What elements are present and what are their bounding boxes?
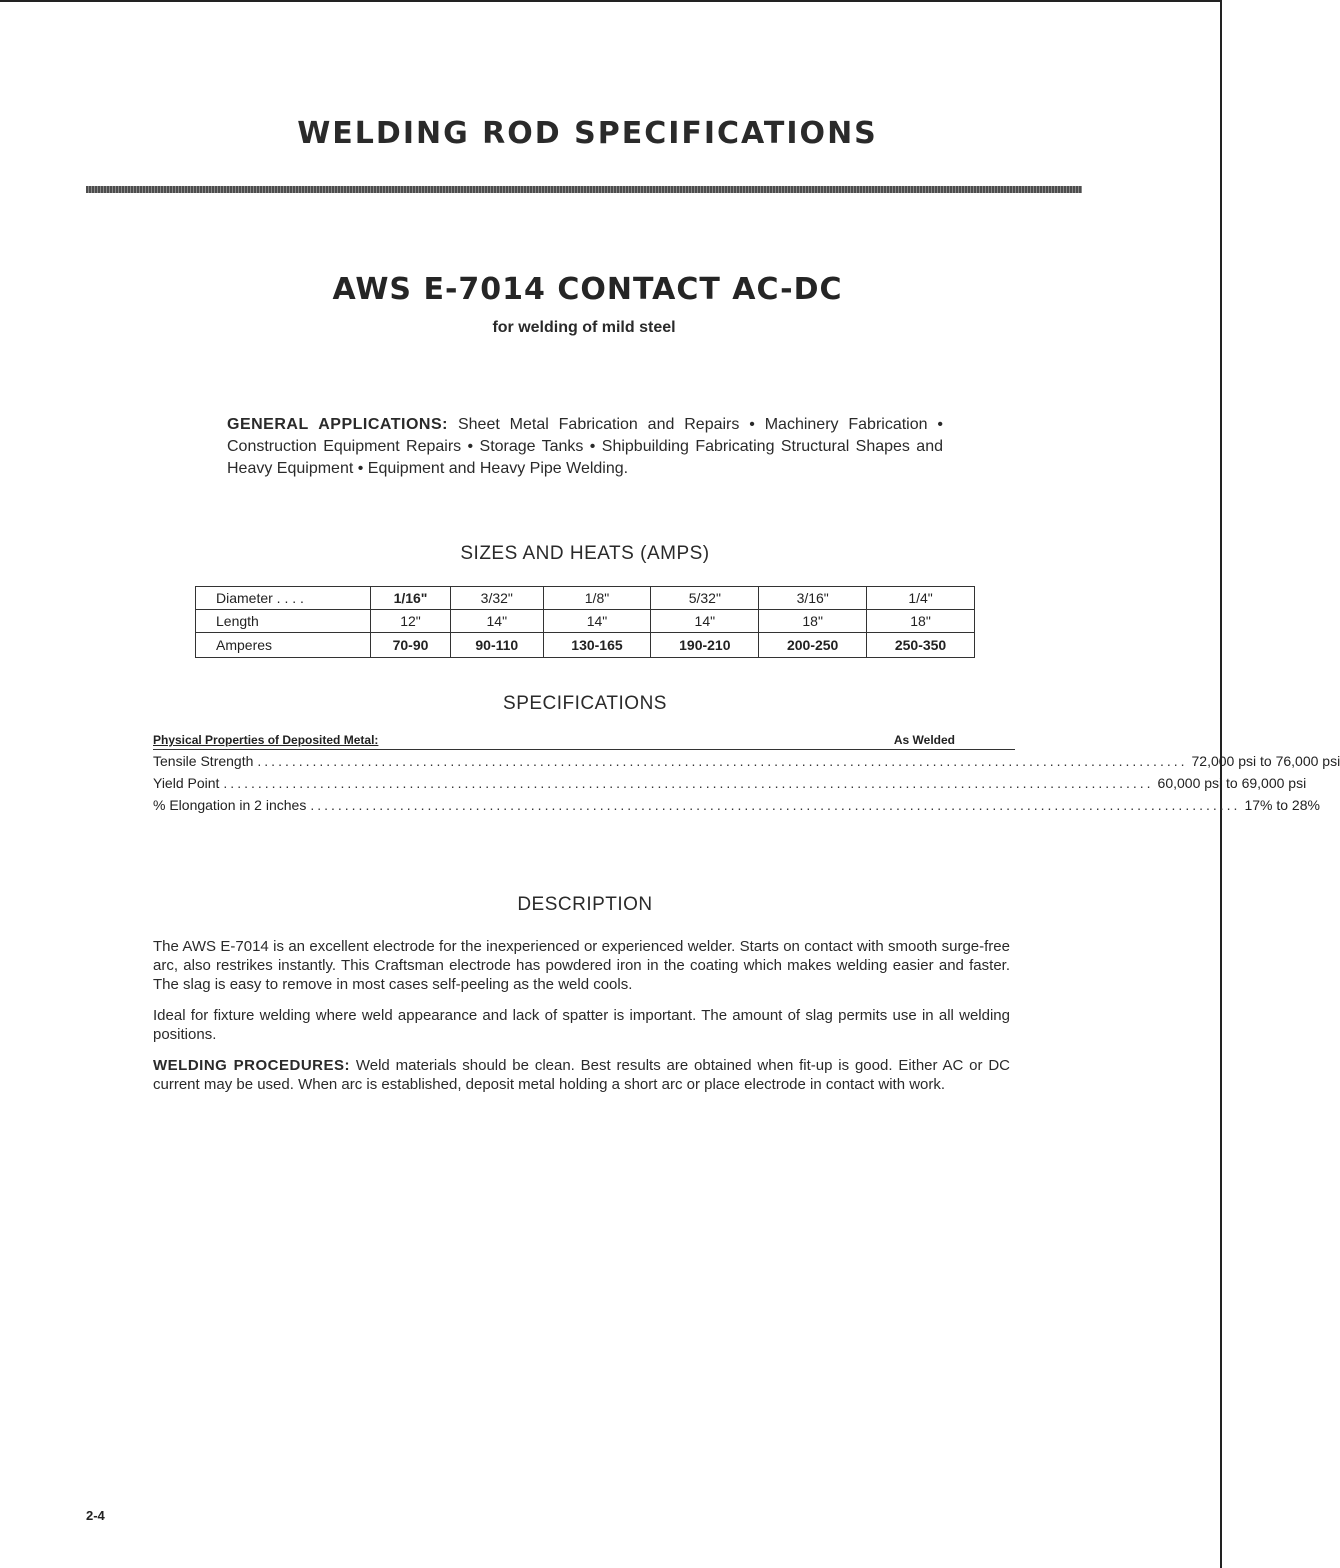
table-cell: 14" — [543, 610, 651, 633]
table-cell: 190-210 — [651, 633, 759, 658]
table-cell: 1/16" — [371, 587, 451, 610]
sizes-heading: SIZES AND HEATS (AMPS) — [460, 543, 710, 564]
welding-procedures-text: Weld materials should be clean. Best results are obtained when fit-up is good. Either AC or DC current may be used. When arc is established, deposit metal holding a short arc or place electrode in contact with work. — [153, 1057, 1011, 1093]
description-paragraph: Ideal for fixture welding where weld appearance and lack of spatter is important. The amount of slag permits use in all welding positions. — [153, 1007, 1010, 1043]
page-border-top — [0, 0, 1222, 2]
table-cell: 90-110 — [451, 633, 544, 658]
dot-leader: ....................................................................................................................................... — [257, 753, 1188, 769]
spec-label: % Elongation in 2 inches — [153, 797, 307, 813]
table-cell: 14" — [451, 610, 544, 633]
specifications-list — [153, 733, 1340, 816]
spec-value: 60,000 psi to 69,000 psi — [1157, 775, 1307, 791]
product-title: AWS E-7014 CONTACT AC-DC — [332, 272, 843, 307]
table-cell: 18" — [759, 610, 867, 633]
description-heading: DESCRIPTION — [517, 894, 653, 915]
table-cell: 130-165 — [543, 633, 651, 658]
page-title: WELDING ROD SPECIFICATIONS — [297, 116, 878, 151]
table-cell: 200-250 — [759, 633, 867, 658]
table-cell: 1/8" — [543, 587, 651, 610]
table-cell: 14" — [651, 610, 759, 633]
page-number: 2-4 — [86, 1508, 105, 1523]
dot-leader: ....................................................................................................................................... — [310, 797, 1241, 813]
sizes-table — [195, 586, 975, 658]
specifications-header-row — [153, 733, 1015, 750]
product-subtitle: for welding of mild steel — [492, 319, 676, 336]
description-paragraph: The AWS E-7014 is an excellent electrode for the inexperienced or experienced welder. Starts on contact with smooth surge-free arc, also restrikes instantly. This Craftsman electrode has powdered iron in the coating which makes welding easier and faster. The slag is easy to remove in most cases self-peeling as the weld cools. — [153, 938, 1010, 993]
table-cell: 12" — [371, 610, 451, 633]
list-item — [153, 772, 1307, 794]
table-row — [196, 587, 975, 610]
header-rule — [86, 186, 1082, 193]
spec-value: 17% to 28% — [1244, 797, 1320, 813]
spec-label: Tensile Strength — [153, 753, 254, 769]
row-label-length: Length — [196, 610, 371, 633]
description-body — [153, 937, 1010, 1106]
general-applications — [227, 414, 943, 480]
spec-value: 72,000 psi to 76,000 psi — [1191, 753, 1340, 769]
row-label-diameter: Diameter . . . . — [196, 587, 371, 610]
table-cell: 5/32" — [651, 587, 759, 610]
list-item — [153, 750, 1340, 772]
table-cell: 70-90 — [371, 633, 451, 658]
table-row — [196, 633, 975, 658]
general-applications-text: Sheet Metal Fabrication and Repairs • Machinery Fabrication • Construction Equipment Repairs • Storage Tanks • Shipbuilding Fabricating Structural Shapes and Heavy Equipment • Equipment and Heavy Pipe Welding. — [227, 416, 944, 477]
general-applications-label: GENERAL APPLICATIONS: — [227, 416, 448, 433]
as-welded-header: As Welded — [893, 733, 955, 747]
spec-label: Yield Point — [153, 775, 220, 791]
table-row — [196, 610, 975, 633]
table-cell: 18" — [867, 610, 975, 633]
table-cell: 1/4" — [867, 587, 975, 610]
welding-procedures — [153, 1056, 1010, 1094]
specifications-heading: SPECIFICATIONS — [503, 693, 667, 714]
list-item — [153, 794, 1320, 816]
table-cell: 3/32" — [451, 587, 544, 610]
table-cell: 3/16" — [759, 587, 867, 610]
dot-leader: ....................................................................................................................................... — [223, 775, 1154, 791]
row-label-amperes: Amperes — [196, 633, 371, 658]
table-cell: 250-350 — [867, 633, 975, 658]
physical-properties-header: Physical Properties of Deposited Metal: — [153, 733, 379, 747]
welding-procedures-label: WELDING PROCEDURES: — [153, 1057, 351, 1074]
